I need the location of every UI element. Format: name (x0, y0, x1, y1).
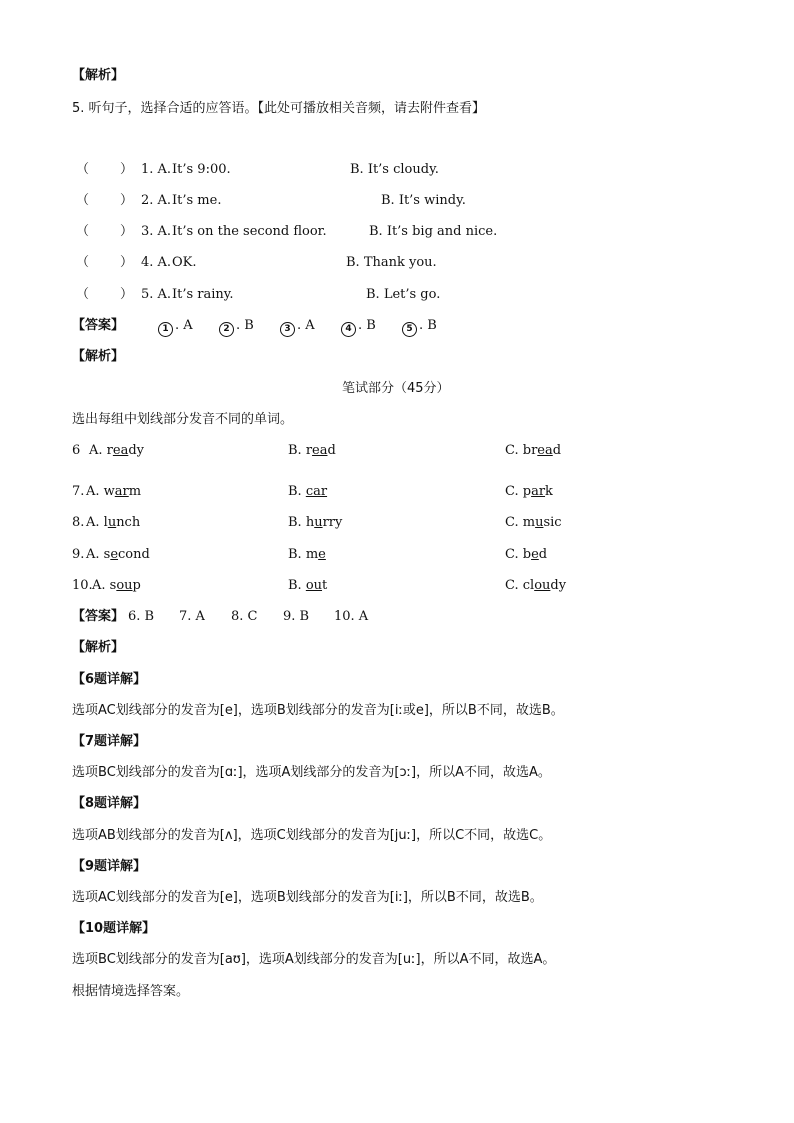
answer-value: 6. B (128, 609, 155, 624)
row-number: 8. (72, 515, 85, 530)
paren-close: ） (120, 287, 134, 302)
underlined-part: ou (305, 578, 323, 593)
answer-item (158, 317, 193, 337)
paren-close: ） (120, 162, 134, 177)
option-c: C. park (505, 484, 553, 499)
option-a: It’s me. (172, 193, 222, 208)
paren-close: ） (120, 224, 134, 239)
footer-text: 根据情境选择答案。 (72, 984, 190, 999)
detail-title: 【10题详解】 (72, 921, 156, 936)
row-number: 10. (72, 578, 93, 593)
answer-item (280, 317, 315, 337)
answer-value: 7. A (179, 609, 205, 624)
underlined-part: ea (537, 443, 553, 458)
answer-label: 【答案】 (72, 609, 125, 624)
paren-open: （ (76, 193, 90, 208)
row-number: 6 (72, 443, 81, 458)
answer-value: 10. A (334, 609, 369, 624)
paren-open: （ (76, 224, 90, 239)
underlined-part: e (531, 547, 539, 562)
option-a: It’s 9:00. (172, 162, 231, 177)
circled-number: 3 (280, 322, 295, 337)
underlined-part: u (535, 515, 544, 530)
option-a: It’s rainy. (172, 287, 234, 302)
detail-title: 【6题详解】 (72, 672, 147, 687)
paren-close: ） (120, 193, 134, 208)
circled-number: 2 (219, 322, 234, 337)
option-a: A. ready (89, 443, 144, 458)
item-number: 3. A. (141, 224, 172, 239)
circled-number: 1 (158, 322, 173, 337)
paren-close: ） (120, 255, 134, 270)
underlined-part: e (110, 547, 119, 562)
paren-open: （ (76, 255, 90, 270)
answer-value: . B (236, 318, 254, 333)
phonics-instruction: 选出每组中划线部分发音不同的单词。 (72, 412, 294, 427)
underlined-part: ar (114, 484, 129, 499)
row-number: 7. (72, 484, 85, 499)
detail-text: 选项BC划线部分的发音为[aʊ]，选项A划线部分的发音为[uː]，所以A不同，故选A。 (72, 952, 556, 967)
answer-value: . A (297, 318, 315, 333)
row-number: 9. (72, 547, 85, 562)
option-b: B. Let’s go. (366, 287, 441, 302)
answer-value: . B (419, 318, 437, 333)
option-c: C. bed (505, 547, 548, 562)
underlined-part: u (107, 515, 117, 530)
detail-text: 选项AC划线部分的发音为[e]，选项B划线部分的发音为[iː或e]，所以B不同，故选B。 (72, 703, 564, 718)
detail-title: 【8题详解】 (72, 796, 147, 811)
underlined-part: car (305, 484, 328, 499)
option-b: B. car (288, 484, 328, 499)
detail-text: 选项AB划线部分的发音为[ʌ]，选项C划线部分的发音为[juː]，所以C不同，故选C。 (72, 828, 552, 843)
option-b: B. me (288, 547, 326, 562)
analysis-label-2: 【解析】 (72, 349, 125, 364)
option-a: A. soup (92, 578, 141, 593)
analysis-label-1: 【解析】 (72, 68, 125, 83)
underlined-part: ea (112, 443, 129, 458)
option-a: A. lunch (86, 515, 141, 530)
option-b: B. read (288, 443, 336, 458)
option-b: B. It’s windy. (381, 193, 466, 208)
option-b: B. It’s cloudy. (350, 162, 439, 177)
option-b: B. Thank you. (346, 255, 437, 270)
analysis-label-3: 【解析】 (72, 640, 125, 655)
detail-title: 【7题详解】 (72, 734, 147, 749)
answer-item (402, 317, 437, 337)
answer-value: . A (175, 318, 193, 333)
option-b: B. out (288, 578, 328, 593)
underlined-part: ou (116, 578, 133, 593)
answer-item (341, 317, 376, 337)
underlined-part: e (318, 547, 326, 562)
option-b: B. It’s big and nice. (369, 224, 498, 239)
underlined-part: ar (531, 484, 546, 499)
answer-item (219, 317, 254, 337)
q5-title: 5. 听句子，选择合适的应答语。【此处可播放相关音频，请去附件查看】 (72, 101, 486, 116)
item-number: 5. A. (141, 287, 172, 302)
circled-number: 5 (402, 322, 417, 337)
option-c: C. music (505, 515, 562, 530)
answer-value: 9. B (283, 609, 310, 624)
option-b: B. hurry (288, 515, 343, 530)
detail-text: 选项BC划线部分的发音为[ɑː]，选项A划线部分的发音为[ɔː]，所以A不同，故选A。 (72, 765, 551, 780)
underlined-part: ou (534, 578, 551, 593)
option-a: A. warm (86, 484, 142, 499)
paren-open: （ (76, 162, 90, 177)
item-number: 2. A. (141, 193, 172, 208)
circled-number: 4 (341, 322, 356, 337)
option-c: C. bread (505, 443, 562, 458)
answer-value: 8. C (231, 609, 258, 624)
underlined-part: ea (312, 443, 328, 458)
option-a: A. second (86, 547, 150, 562)
paren-open: （ (76, 287, 90, 302)
section-title: 笔试部分（45分） (342, 381, 450, 396)
option-a: It’s on the second floor. (172, 224, 327, 239)
item-number: 1. A. (141, 162, 172, 177)
detail-text: 选项AC划线部分的发音为[e]，选项B划线部分的发音为[iː]，所以B不同，故选B。 (72, 890, 543, 905)
underlined-part: u (314, 515, 323, 530)
answer-value: . B (358, 318, 376, 333)
option-c: C. cloudy (505, 578, 567, 593)
detail-title: 【9题详解】 (72, 859, 147, 874)
item-number: 4. A. (141, 255, 172, 270)
answer-label: 【答案】 (72, 318, 125, 333)
option-a: OK. (172, 255, 197, 270)
